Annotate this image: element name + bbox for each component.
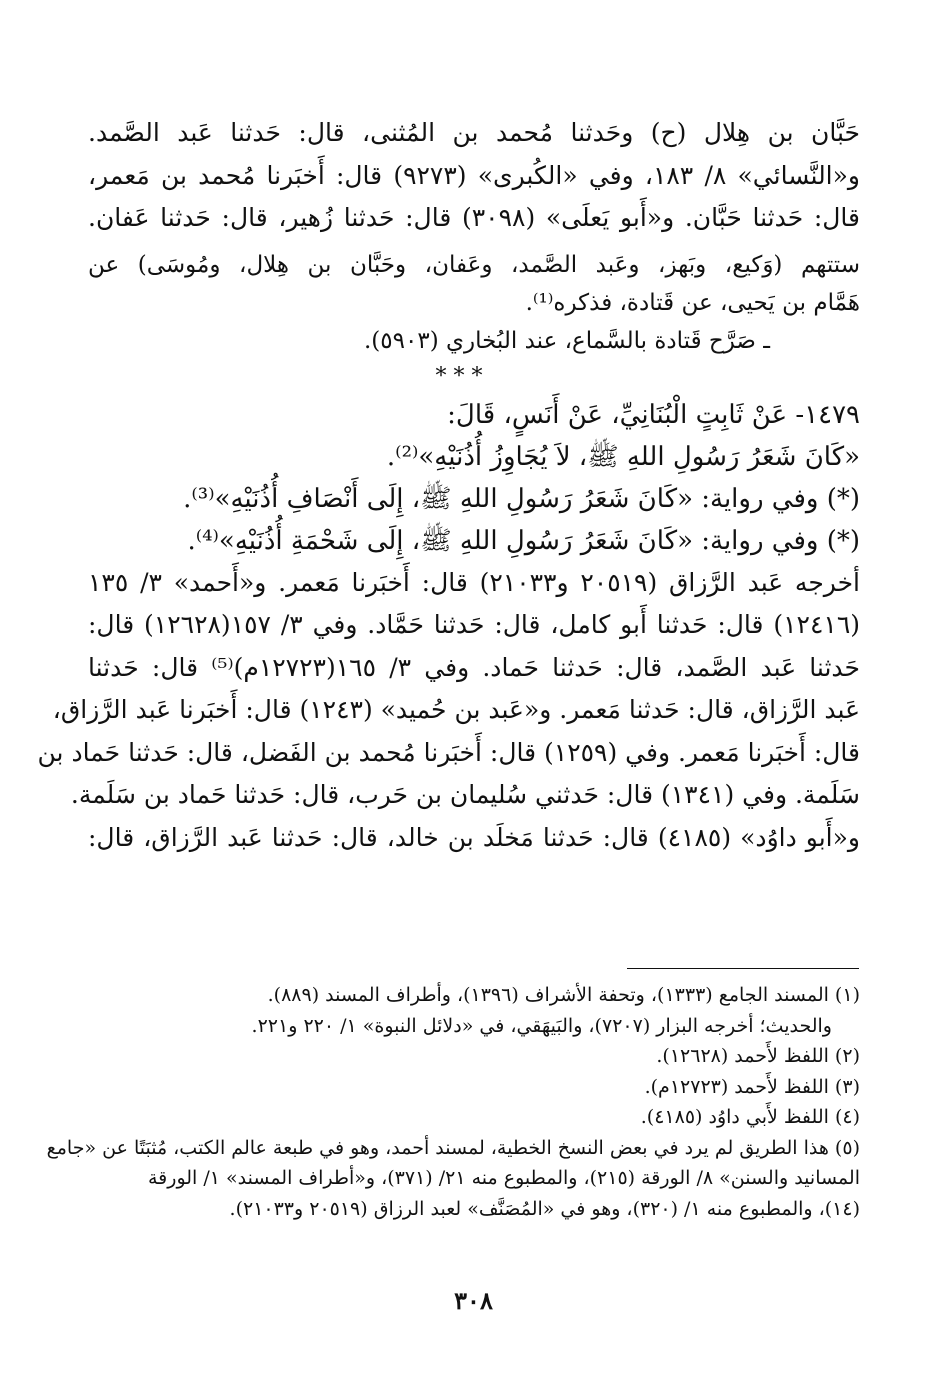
narration-note: ـ صَرَّح قَتادة بالسَّماع، عند البُخاري (٥٩٠٣). bbox=[363, 327, 770, 354]
hadith-variant: (*) وفي رواية: «كَانَ شَعَرُ رَسُولِ اللهِ ﷺ، إِلَى أَنْصَافِ أُذُنَيْهِ»⁽³⁾. bbox=[183, 483, 860, 514]
takhrij-line: حَدثنا عَبد الصَّمد، قال: حَدثنا حَماد. وفي ٣/ ١٦٥(١٢٧٢٣م)⁽⁵⁾ قال: حَدثنا bbox=[88, 652, 861, 682]
page-number: ٣٠٨ bbox=[454, 1286, 493, 1315]
summary-line: هَمَّام بن يَحيى، عن قَتادة، فذكره⁽¹⁾. bbox=[525, 289, 860, 316]
takhrij-line: قال: أَخبَرنا مَعمر. وفي (١٢٥٩) قال: أَخبَرنا مُحمد بن الفَضل، قال: حَدثنا حَماد بن bbox=[37, 737, 860, 767]
footnote: (١) المسند الجامع (١٣٣٣)، وتحفة الأشراف (١٣٩٦)، وأطراف المسند (٨٨٩). bbox=[267, 984, 860, 1006]
takhrij-line: و«أَبو داوُد» (٤١٨٥) قال: حَدثنا مَخلَد بن خالد، قال: حَدثنا عَبد الرَّزاق، قال: bbox=[88, 822, 860, 852]
takhrij-line: (١٢٤١٦) قال: حَدثنا أَبو كامل، قال: حَدثنا حَمَّاد. وفي ٣/ ١٥٧(١٢٦٢٨) قال: bbox=[88, 610, 861, 639]
footnote-divider bbox=[627, 968, 859, 969]
text-line: و«النَّسائي» ٨/ ١٨٣، وفي «الكُبرى» (٩٢٧٣) قال: أَخبَرنا مُحمد بن مَعمر، bbox=[88, 160, 860, 190]
footnotes bbox=[46, 980, 860, 1224]
section-separator: * * * bbox=[435, 363, 483, 389]
takhrij-line: عَبد الرَّزاق، قال: حَدثنا مَعمر. و«عَبد بن حُميد» (١٢٤٣) قال: أَخبَرنا عَبد الرَّزاق، bbox=[52, 695, 860, 724]
footnote: المسانيد والسنن» ٨/ الورقة (٢١٥)، والمطبوع منه ٢١/ (٣٧١)، و«أطراف المسند» ١/ الورقة bbox=[148, 1167, 860, 1189]
takhrij-line: أخرجه عَبد الرَّزاق (٢٠٥١٩ و٢١٠٣٣) قال: أَخبَرنا مَعمر. و«أَحمد» ٣/ ١٣٥ bbox=[88, 567, 860, 597]
takhrij-line: سَلَمة. وفي (١٣٤١) قال: حَدثني سُليمان بن حَرب، قال: حَدثنا حَماد بن سَلَمة. bbox=[70, 780, 860, 809]
footnote: والحديث؛ أخرجه البزار (٧٢٠٧)، والبَيهَقي، في «دلائل النبوة» ١/ ٢٢٠ و٢٢١. bbox=[251, 1014, 832, 1037]
footnote: (٢) اللفظ لأَحمد (١٢٦٢٨). bbox=[656, 1045, 860, 1067]
summary-line: ستتهم (وَكيع، وبَهز، وعَبد الصَّمد، وعَفان، وحَبَّان بن هِلال، ومُوسَى) عن bbox=[88, 251, 860, 278]
hadith-text: «كَانَ شَعَرُ رَسُولِ اللهِ ﷺ، لاَ يُجَاوِزُ أُذُنَيْهِ»⁽²⁾. bbox=[386, 441, 860, 472]
footnote: (١٤)، والمطبوع منه ١/ (٣٢٠)، وهو في «المُصَنَّف» لعبد الرزاق (٢٠٥١٩ و٢١٠٣٣). bbox=[229, 1197, 860, 1220]
text-line: قال: حَدثنا حَبَّان. و«أَبو يَعلَى» (٣٠٩٨) قال: حَدثنا زُهير، قال: حَدثنا عَفان. bbox=[88, 203, 860, 232]
footnote: (٣) اللفظ لأَحمد (١٢٧٢٣م). bbox=[644, 1075, 860, 1098]
footnote: (٤) اللفظ لأَبي داوُد (٤١٨٥). bbox=[640, 1106, 860, 1128]
hadith-heading: ١٤٧٩- عَنْ ثَابِتٍ الْبُنَانِيِّ، عَنْ أَنَسٍ، قَالَ: bbox=[447, 399, 860, 430]
hadith-variant: (*) وفي رواية: «كَانَ شَعَرُ رَسُولِ اللهِ ﷺ، إِلَى شَحْمَةِ أُذُنَيْهِ»⁽⁴⁾. bbox=[187, 525, 860, 556]
footnote: (٥) هذا الطريق لم يرد في بعض النسخ الخطية، لمسند أحمد، وهو في طبعة عالم الكتب، مُثبَتًا عن «جامع bbox=[46, 1136, 860, 1159]
main-text bbox=[37, 112, 861, 859]
text-line: حَبَّان بن هِلال (ح) وحَدثنا مُحمد بن المُثنى، قال: حَدثنا عَبد الصَّمد. bbox=[88, 118, 860, 147]
